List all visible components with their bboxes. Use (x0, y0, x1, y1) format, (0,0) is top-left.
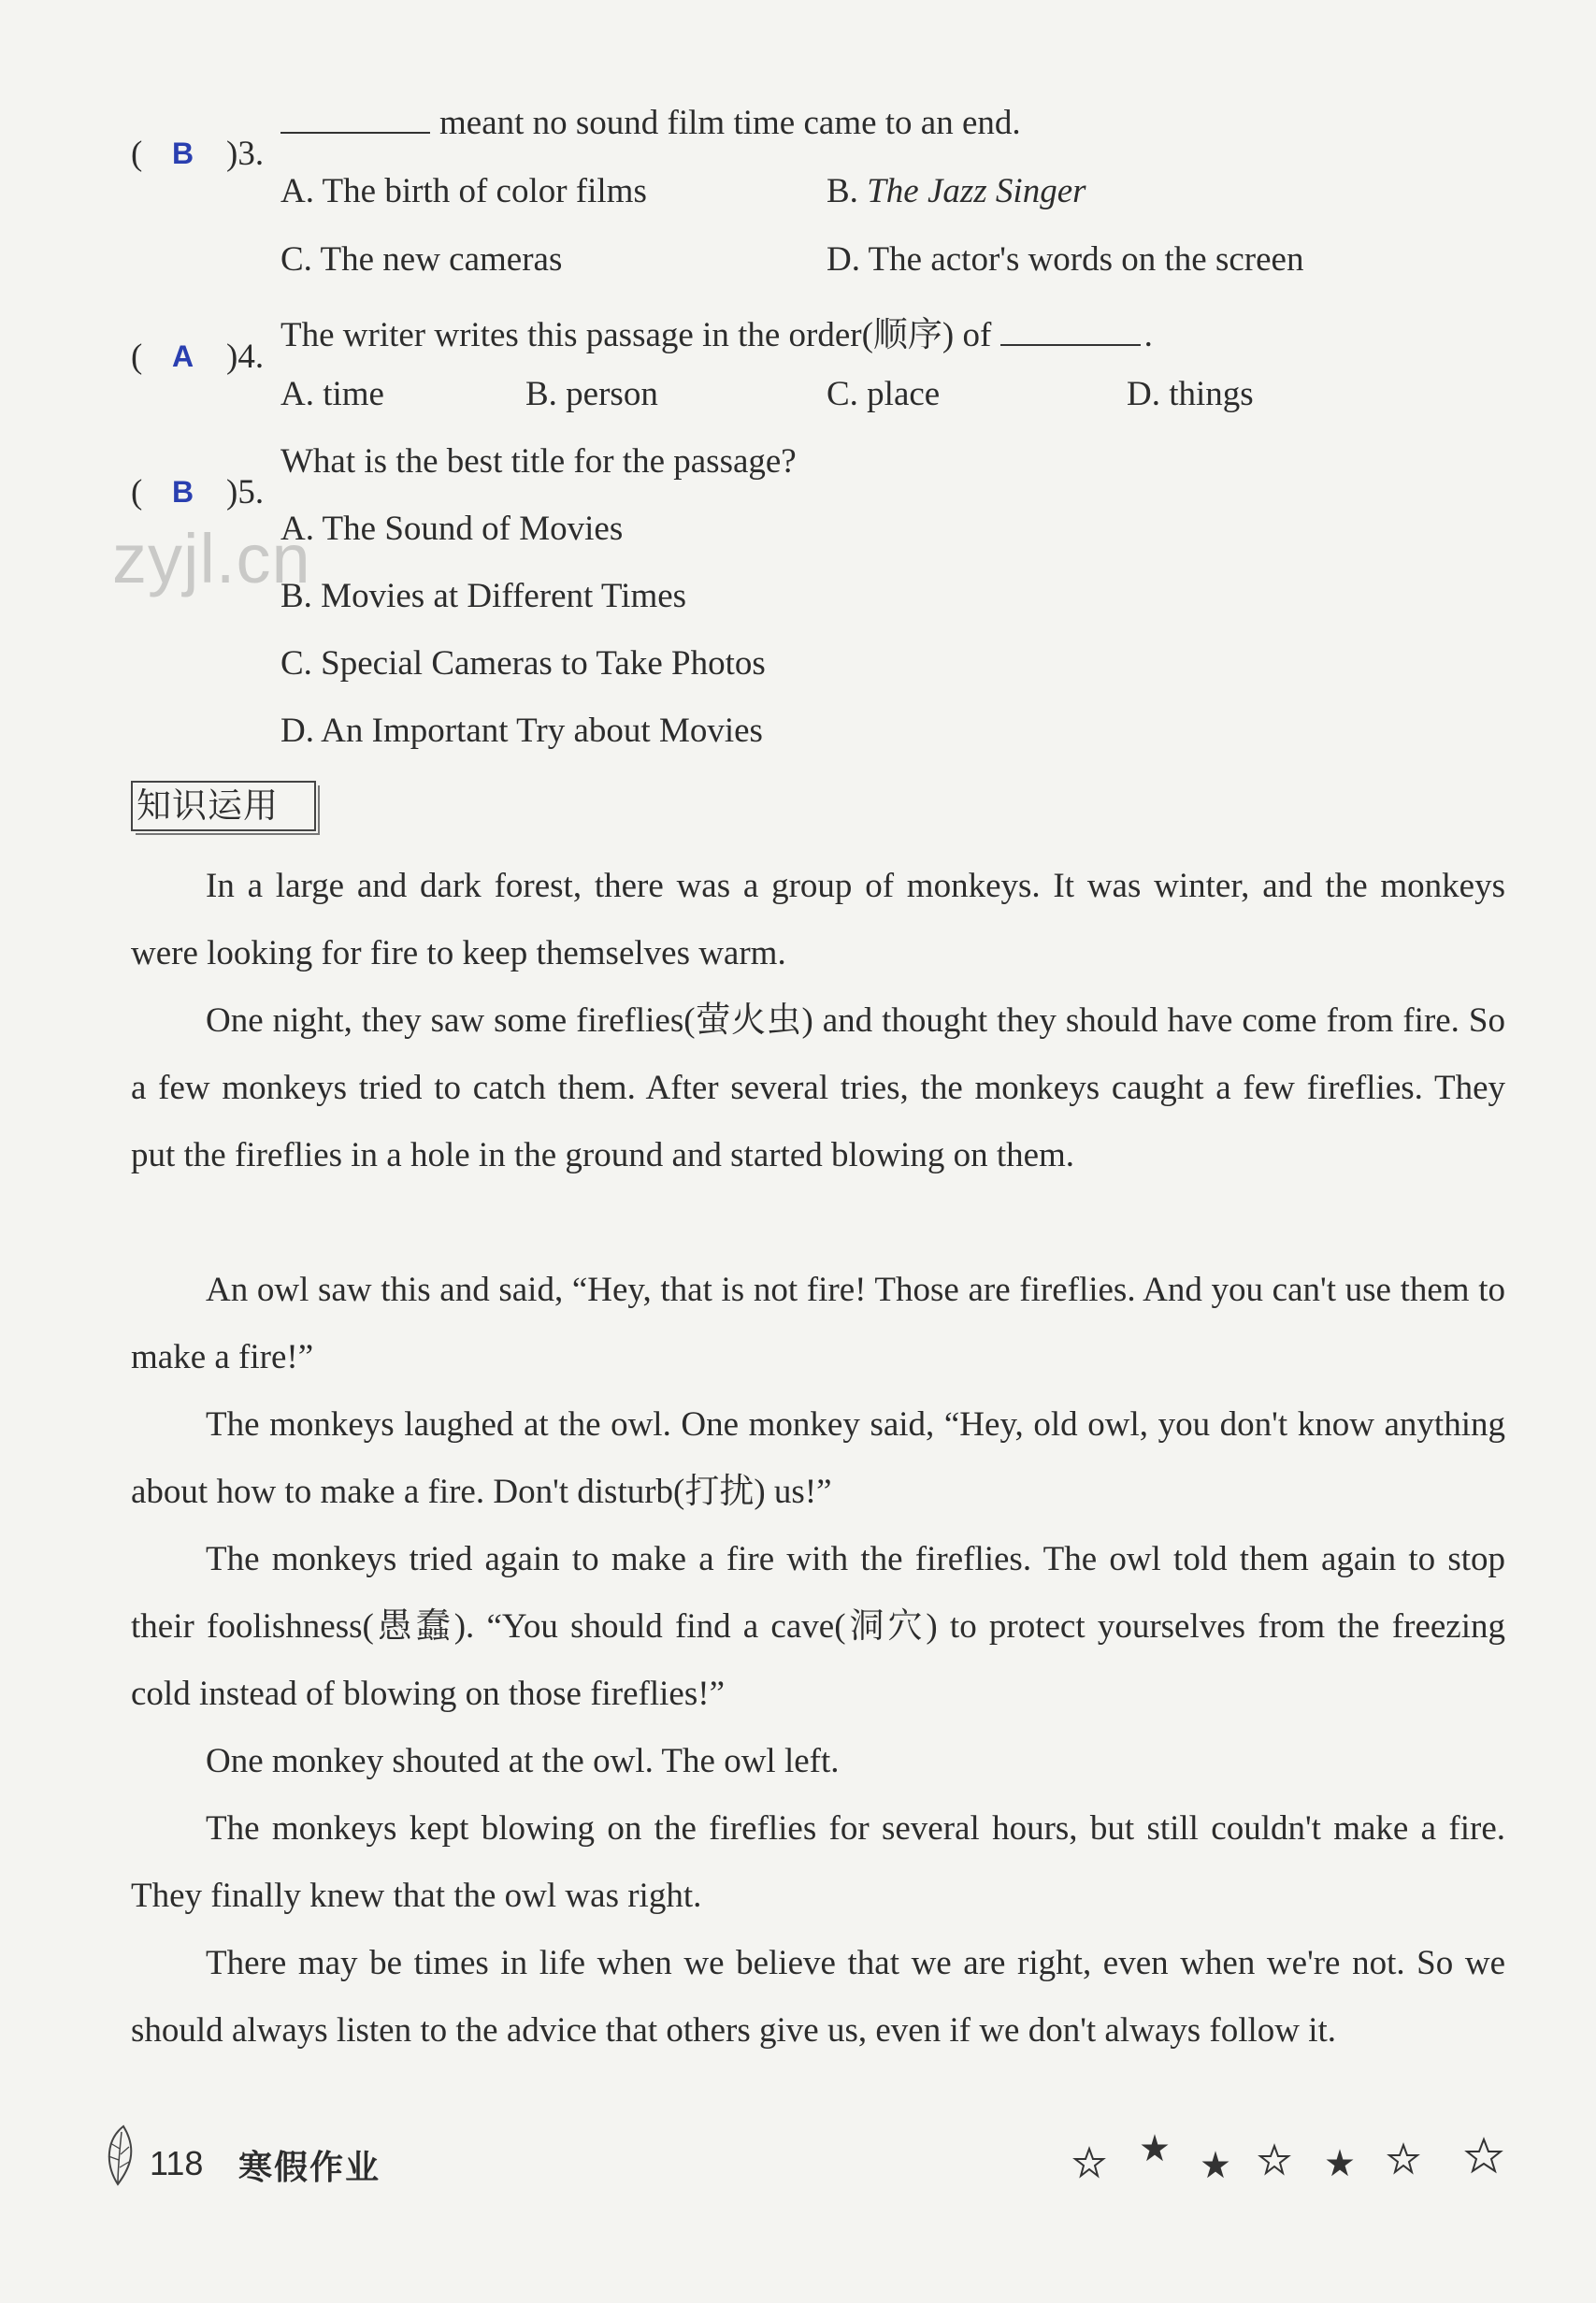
paragraph: There may be times in life when we believe that we are right, even when we're not. So we should always listen to the advice that others give us, even if we don't always follow it. (131, 1944, 1505, 2050)
option-b: B. The Jazz Singer (827, 172, 1086, 210)
question-5: ( B )5. What is the best title for the passage? (131, 442, 797, 511)
book-title: 寒假作业 (238, 2149, 381, 2187)
paragraph: The monkeys kept blowing on the fireflies for several hours, but still couldn't make a fire. They finally knew that the owl was right. (131, 1809, 1505, 1915)
paragraph: One night, they saw some fireflies(萤火虫) and thought they should have come from fire. So a few monkeys tried to catch them. After several tries, the monkeys caught a few fireflies. They put the fireflies in a hole in the ground and started blowing on them. (131, 1001, 1505, 1174)
fill-blank (280, 104, 430, 134)
paragraph: The monkeys laughed at the owl. One monkey said, “Hey, old owl, you don't know anything about how to make a fire. Don't disturb(打扰) us!” (131, 1405, 1505, 1511)
answer-mark: B (172, 475, 194, 509)
option-d: D. things (1127, 375, 1254, 413)
question-4: ( A )4. The writer writes this passage in the order(顺序) of . (131, 316, 1153, 376)
option-b: B. Movies at Different Times (280, 577, 687, 615)
question-3: ( B )3. meant no sound film time came to an end. (131, 104, 1021, 173)
answer-mark: A (172, 339, 194, 373)
paragraph: One monkey shouted at the owl. The owl left. (206, 1742, 840, 1780)
section-title: 知识运用 (131, 781, 316, 831)
option-d: D. The actor's words on the screen (827, 240, 1304, 279)
question-text: What is the best title for the passage? (280, 442, 797, 481)
page-number: 118 (150, 2144, 204, 2182)
leaf-icon (101, 2123, 146, 2188)
question-text: meant no sound film time came to an end. (439, 104, 1021, 142)
option-a: A. The Sound of Movies (280, 510, 624, 548)
option-d: D. An Important Try about Movies (280, 712, 763, 750)
paragraph: An owl saw this and said, “Hey, that is not fire! Those are fireflies. And you can't use them to make a fire!” (131, 1271, 1505, 1376)
paragraph: In a large and dark forest, there was a group of monkeys. It was winter, and the monkeys were looking for fire to keep themselves warm. (131, 867, 1505, 972)
watermark: zyjl.cn (112, 520, 311, 597)
star-filled-icon (1143, 2136, 1167, 2160)
question-text: The writer writes this passage in the order(顺序) of (280, 316, 992, 354)
star-filled-icon (1328, 2151, 1352, 2175)
option-a: A. The birth of color films (280, 172, 647, 210)
option-c: C. Special Cameras to Take Photos (280, 644, 766, 683)
answer-mark: B (172, 137, 194, 170)
fill-blank (1000, 316, 1141, 346)
star-rating-decoration (1071, 2123, 1510, 2188)
star-outline-icon (1075, 2149, 1103, 2176)
star-outline-icon (1260, 2146, 1288, 2173)
star-outline-icon (1467, 2139, 1501, 2171)
star-outline-icon (1389, 2145, 1417, 2172)
option-a: A. time (280, 375, 384, 413)
option-b: B. person (525, 375, 658, 413)
option-c: C. The new cameras (280, 240, 563, 279)
option-c: C. place (827, 375, 941, 413)
paragraph: The monkeys tried again to make a fire with the fireflies. The owl told them again to stop their foolishness(愚蠢). “You should find a cave(洞穴) to protect yourselves from the freezing cold instead of blowing on those fireflies!” (131, 1540, 1505, 1713)
star-filled-icon (1203, 2152, 1228, 2177)
